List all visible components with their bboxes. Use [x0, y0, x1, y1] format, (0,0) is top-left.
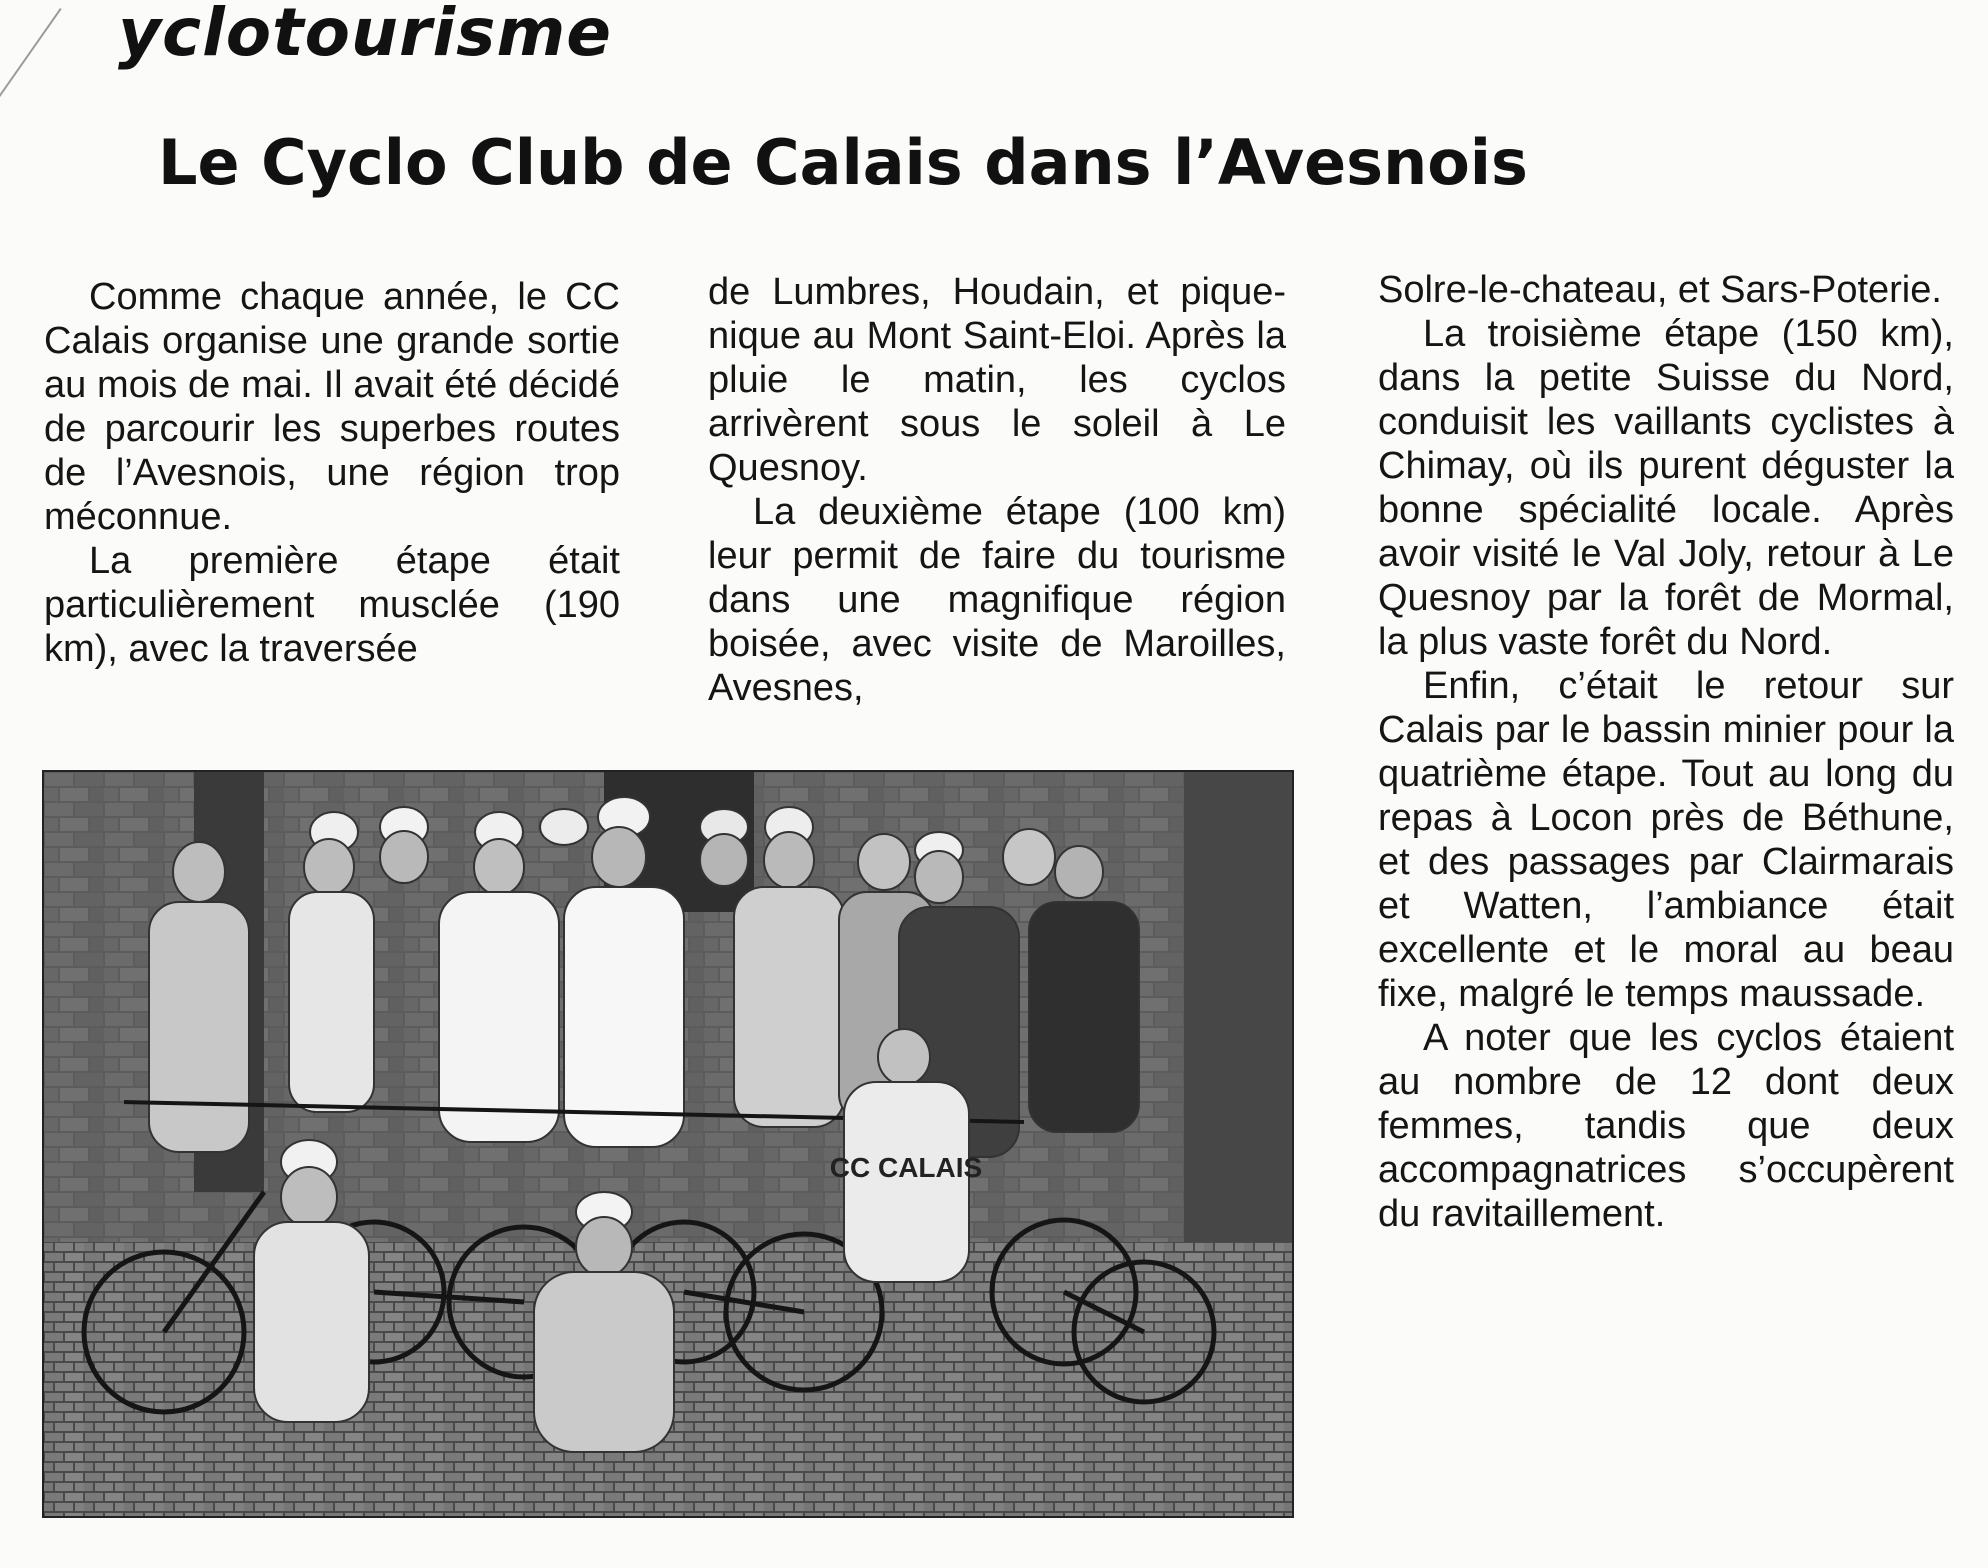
jersey-lettering: CC CALAIS	[829, 1152, 983, 1183]
group-photo-drawing	[44, 772, 1292, 1516]
paragraph: Comme chaque année, le CC Calais organise une grande sortie au mois de mai. Il avait été décidé de parcourir les superbes routes de l’Avesnois, une région trop méconnue.	[44, 276, 620, 538]
clipping-corner-mark	[0, 8, 62, 99]
paragraph: A noter que les cyclos étaient au nombre de 12 dont deux femmes, tandis que deux accompagnatrices s’occupèrent du ravitaillement.	[1378, 1017, 1954, 1235]
paragraph: La troisième étape (150 km), dans la petite Suisse du Nord, conduisit les vaillants cyclistes à Chimay, où ils purent déguster la bonne spécialité locale. Après avoir visité le Val Joly, retour à Le Quesnoy par la forêt de Mormal, la plus vaste forêt du Nord.	[1378, 313, 1954, 663]
paragraph: La deuxième étape (100 km) leur permit de faire du tourisme dans une magnifique région boisée, avec visite de Maroilles, Avesnes,	[708, 491, 1286, 709]
text-column-2	[708, 270, 1286, 710]
headline: Le Cyclo Club de Calais dans l’Avesnois	[158, 126, 1528, 199]
paragraph: Enfin, c’était le retour sur Calais par le bassin minier pour la quatrième étape. Tout au long du repas à Locon près de Béthune, et des passages par Clairmarais et Watten, l’ambiance était excellente et le moral au beau fixe, malgré le temps maussade.	[1378, 665, 1954, 1015]
text-column-1	[44, 275, 620, 671]
paragraph: La première étape était particulièrement musclée (190 km), avec la traversée	[44, 540, 620, 670]
group-photo	[42, 770, 1294, 1518]
section-rubric: yclotourisme	[118, 0, 612, 71]
paragraph: Solre-le-chateau, et Sars-Poterie.	[1378, 269, 1942, 311]
text-column-3	[1378, 268, 1954, 1236]
paragraph: de Lumbres, Houdain, et pique-nique au Mont Saint-Eloi. Après la pluie le matin, les cyclos arrivèrent sous le soleil à Le Quesnoy.	[708, 271, 1286, 489]
